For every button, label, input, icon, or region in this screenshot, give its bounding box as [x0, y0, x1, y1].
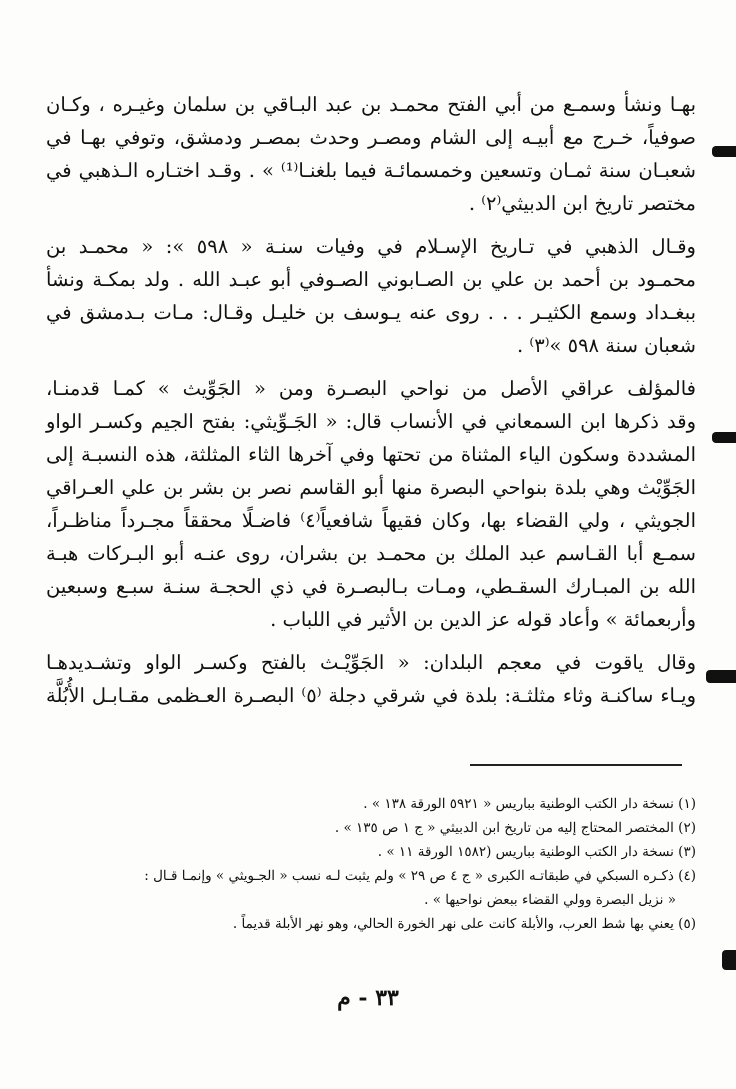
text-line: مختصر تاريخ ابن الدبيثي⁽٢⁾ . — [468, 192, 696, 215]
main-text — [46, 88, 696, 722]
footnote: (٤) ذكـره السبكي في طبقاتـه الكبرى « ج ٤ ص ٢٩ » ولم يثبت لـه نسب « الجـويثي » وإنمـا قـال : — [144, 868, 696, 884]
edge-thumb-mark — [722, 950, 736, 970]
footnote: (٥) يعني بها شط العرب، والأبلة كانت على نهر الخورة الحالي، وهو نهر الأبلة قديماً . — [232, 916, 696, 932]
footnote-continuation: « نزيل البصرة وولي القضاء ببعض نواحيها » . — [424, 892, 676, 908]
paragraph — [46, 88, 696, 220]
edge-thumb-mark — [712, 146, 736, 157]
footnote: (٣) نسخة دار الكتب الوطنية بباريس (١٥٨٢ الورقة ١١ » . — [377, 844, 696, 860]
footnote-divider — [470, 764, 682, 766]
text-line: شعبـان سنة ثمـان وتسعين وخمسمائـة فيما بلغنـا⁽¹⁾ » . وقـد اختـاره الـذهبي في — [46, 159, 696, 182]
text-line: ببغـداد وسمع الكثيـر . . . روى عنه يـوسف بن خليـل وقـال: مـات بـدمشق في — [46, 301, 696, 324]
text-line: الجَوِّيْث وهي بلدة بنواحي البصرة منها أبو القاسم نصر بن بشر بن علي العـراقي — [46, 476, 696, 499]
text-line: وقـال الذهبي في تـاريخ الإسـلام في وفيات سنـة « ٥٩٨ »: « محمـد بن — [46, 235, 696, 258]
footnotes — [46, 792, 696, 936]
edge-thumb-mark — [706, 670, 736, 683]
footnote: (٢) المختصر المحتاج إليه من تاريخ ابن الدبيثي « ج ١ ص ١٣٥ » . — [334, 820, 696, 836]
footnote: (١) نسخة دار الكتب الوطنية بباريس « ٥٩٢١ الورقة ١٣٨ » . — [363, 796, 696, 812]
text-line: وقد ذكرها ابن السمعاني في الأنساب قال: « الجَـوِّيثي: بفتح الجيم وكسـر الواو — [46, 410, 696, 433]
text-line: بهـا ونشأ وسمـع من أبي الفتح محمـد بن عبد البـاقي بن سلمان وغيـره ، وكـان — [46, 93, 696, 116]
text-line: شعبان سنة ٥٩٨ »⁽٣⁾ . — [517, 334, 696, 357]
text-line: محمـود بن أحمد بن علي بن الصـابوني الصـوفي أبو عبـد الله . ولد بمكـة ونشأ — [46, 268, 696, 291]
paragraph — [46, 646, 696, 712]
paragraph — [46, 372, 696, 636]
paragraph — [46, 230, 696, 362]
text-line: المشددة وسكون الياء المثناة من تحتها وفي آخرها الثاء المثلثة، هذه النسبـة إلى — [46, 443, 696, 466]
text-line: وأربعمائة » وأعاد قوله عز الدين بن الأثير في اللباب . — [270, 608, 696, 631]
text-line: سمـع أبا القـاسم عبد الملك بن محمـد بن بشران، روى عنـه أبو البـركات هبـة — [46, 542, 696, 565]
edge-thumb-mark — [712, 432, 736, 443]
text-line: وقال ياقوت في معجم البلدان: « الجَوِّيْـث بالفتح وكسـر الواو وتشـديدهـا — [46, 651, 696, 674]
text-line: صوفياً، خـرج مع أبيـه إلى الشام ومصـر وحدث بمصـر ودمشق، وتوفي بهـا في — [46, 126, 696, 149]
text-line: فالمؤلف عراقي الأصل من نواحي البصـرة ومن « الجَوِّيث » كمـا قدمنـا، — [46, 377, 696, 400]
text-line: الله بن المبـارك السقـطي، ومـات بـالبصـرة في ذي الحجـة سنـة سبـع وسبعين — [46, 575, 696, 598]
text-line: الجويثي ، ولي القضاء بها، وكان فقيهاً شافعياً⁽٤⁾ فاضـلًا محققاً مجـرداً مناظـراً، — [46, 509, 696, 532]
text-line: ويـاء ساكنـة وثاء مثلثـة: بلدة في شرقي دجلة ⁽٥⁾ البصـرة العـظمى مقـابـل الأُبُلَّة — [46, 684, 696, 707]
page-number: ٣٣ - م — [337, 985, 399, 1011]
